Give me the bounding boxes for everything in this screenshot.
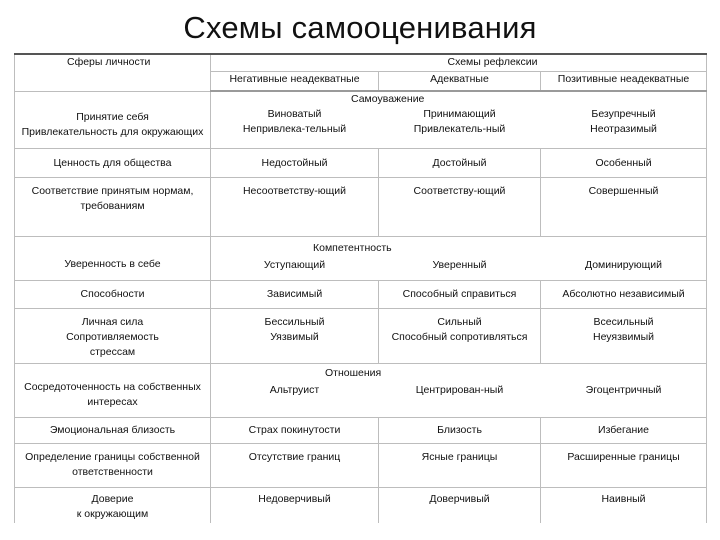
table-row: Ценность для общества Недостойный Достойный Особенный [15,148,707,177]
header-spheres: Сферы личности [15,54,211,91]
header-reflection-schemes: Схемы рефлексии [211,54,707,71]
table-row [15,91,707,148]
sphere-cell: Доверие к окружающим [15,487,211,523]
table-row: Соответствие принятым нормам, требованиям Несоответству-ющий Соответству-ющий Совершенный [15,177,707,236]
header-row [15,54,707,71]
table-row: Доверие к окружающим Недоверчивый Доверчивый Наивный [15,487,707,523]
table-row: Определение границы собственной ответственности Отсутствие границ Ясные границы Расширенные границы [15,443,707,487]
slide-title: Схемы самооценивания [183,10,537,45]
sphere-cell: Соответствие принятым нормам, требованиям [15,177,211,236]
section-title: Отношения [325,366,382,379]
table-row [15,363,707,417]
section-title: Самоуважение [351,93,425,105]
sphere-cell: Эмоциональная близость [15,417,211,443]
sphere-cell: Сосредоточенность на собственных интересах [15,363,211,417]
section-self-respect: Самоуважение Виноватый Непривлека-тельный Принимающий Привлекатель-ный Безупречный Неотразимый [211,91,707,148]
table-row: Эмоциональная близость Страх покинутости Близость Избегание [15,417,707,443]
section-competence: Компетентность Уступающий Уверенный Доминирующий [211,236,707,280]
section-relations: Отношения Альтруист Центрирован-ный Эгоцентричный [211,363,707,417]
sphere-cell: Личная сила Сопротивляемость стрессам [15,308,211,363]
sphere-cell: Ценность для общества [15,148,211,177]
sphere-cell: Принятие себя Привлекательность для окружающих [15,91,211,148]
header-negative: Негативные неадекватные [211,71,379,91]
sphere-cell: Уверенность в себе [15,236,211,280]
section-title: Компетентность [313,241,392,254]
table-row: Личная сила Сопротивляемость стрессам Бессильный Уязвимый Сильный Способный сопротивляться Всесильный Неуязвимый [15,308,707,363]
table-row [15,236,707,280]
sphere-cell: Определение границы собственной ответственности [15,443,211,487]
table-row: Способности Зависимый Способный справиться Абсолютно независимый [15,280,707,308]
header-positive: Позитивные неадекватные [541,71,707,91]
sphere-cell: Способности [15,280,211,308]
self-assessment-table [14,53,707,523]
header-adequate: Адекватные [379,71,541,91]
